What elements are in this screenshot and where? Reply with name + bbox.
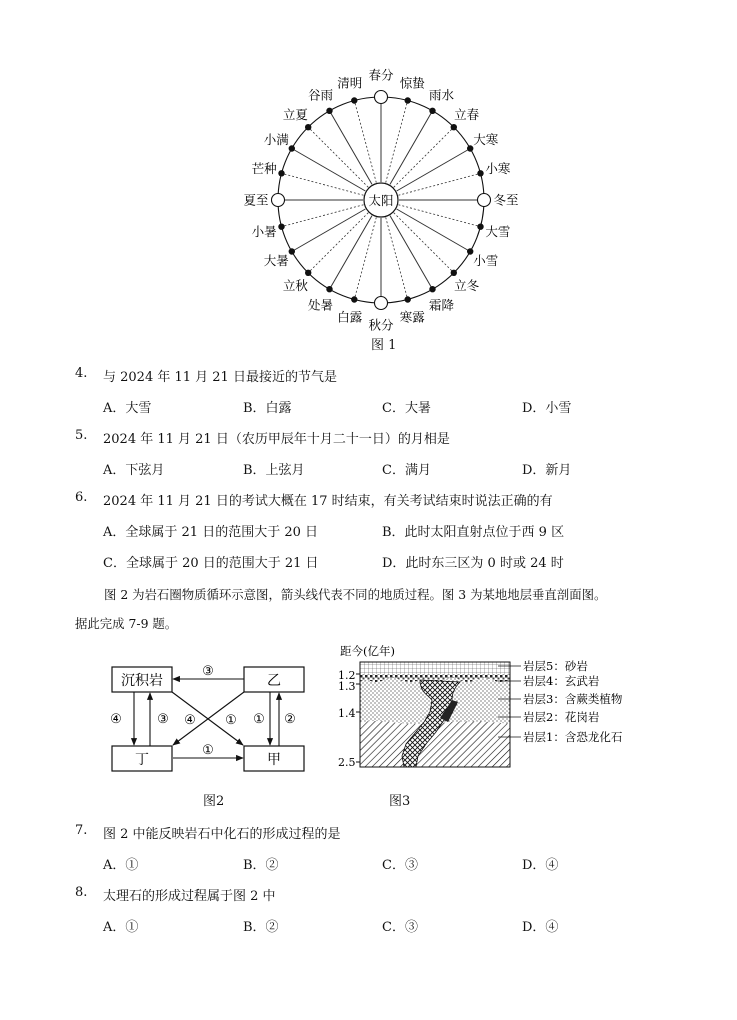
q5-option-b[interactable]: B．上弦月	[243, 463, 305, 478]
q6-number: 6.	[75, 490, 88, 505]
q8-option-b[interactable]: B．②	[243, 920, 279, 935]
q5-option-d[interactable]: D．新月	[522, 463, 572, 478]
label-layer-1: 岩层1：含恐龙化石	[523, 730, 623, 744]
label-layer-3: 岩层3：含蕨类植物	[523, 692, 623, 706]
label-layer-4: 岩层4：玄武岩	[523, 674, 600, 688]
q4-stem: 与 2024 年 11 月 21 日最接近的节气是	[103, 370, 337, 385]
marker-right-1: ①	[253, 712, 265, 727]
term-label: 芒种	[251, 161, 277, 177]
box-yi-label: 乙	[267, 673, 281, 689]
box-jia-label: 甲	[267, 752, 281, 768]
term-label: 霜降	[428, 297, 455, 313]
term-label: 冬至	[493, 192, 519, 208]
q4-option-a[interactable]: A．大雪	[103, 401, 152, 416]
q7-option-a[interactable]: A．①	[103, 858, 139, 873]
term-label: 清明	[337, 75, 363, 91]
intro-line-1: 图 2 为岩石圈物质循环示意图，箭头线代表不同的地质过程。图 3 为某地地层垂直剖面图。	[104, 587, 607, 602]
term-label: 小寒	[485, 161, 511, 177]
q4-option-c[interactable]: C．大暑	[382, 401, 431, 416]
marker-bottom: ①	[202, 743, 214, 758]
box-ding-label: 丁	[135, 752, 149, 768]
q8-stem: 太理石的形成过程属于图 2 中	[103, 889, 276, 904]
term-label: 小雪	[473, 253, 499, 268]
figure2-caption: 图2	[203, 794, 225, 809]
figure1-caption: 图 1	[371, 338, 397, 353]
term-label: 谷雨	[307, 87, 334, 103]
term-label: 立冬	[454, 278, 480, 294]
marker-left-1: ④	[110, 712, 122, 727]
figure3-caption: 图3	[389, 794, 411, 809]
term-label: 春分	[368, 67, 394, 83]
q8-option-c[interactable]: C．③	[382, 920, 418, 935]
q5-number: 5.	[75, 428, 88, 443]
term-label: 处暑	[307, 297, 334, 313]
term-label: 雨水	[428, 87, 455, 103]
layer-5-sandstone	[360, 662, 510, 674]
q6-option-b[interactable]: B．此时太阳直射点位于西 9 区	[382, 525, 565, 540]
term-label: 秋分	[368, 317, 394, 333]
q6-option-a[interactable]: A．全球属于 21 日的范围大于 20 日	[103, 525, 319, 540]
q8-option-d[interactable]: D．④	[522, 920, 559, 935]
marker-right-2: ②	[284, 712, 296, 727]
q7-number: 7.	[75, 823, 88, 838]
axis-title: 距今(亿年)	[340, 644, 395, 658]
tick-label-1-2: 1.2	[338, 669, 356, 682]
tick-label-1-4: 1.4	[338, 707, 356, 720]
term-label: 大寒	[473, 132, 499, 147]
term-label: 寒露	[399, 309, 425, 325]
term-label: 白露	[337, 309, 363, 325]
q8-number: 8.	[75, 885, 88, 900]
q6-option-c[interactable]: C．全球属于 20 日的范围大于 21 日	[103, 556, 319, 571]
marker-top: ③	[202, 664, 214, 679]
q8-option-a[interactable]: A．①	[103, 920, 139, 935]
box-sedimentary-label: 沉积岩	[121, 673, 163, 689]
q7-option-d[interactable]: D．④	[522, 858, 559, 873]
term-label: 立春	[454, 106, 480, 122]
marker-cross-left: ④	[184, 713, 196, 728]
q7-option-c[interactable]: C．③	[382, 858, 418, 873]
term-label: 小暑	[251, 223, 277, 239]
tick-label-2-5: 2.5	[338, 756, 356, 769]
term-label: 立夏	[282, 106, 308, 122]
q4-option-b[interactable]: B．白露	[243, 401, 292, 416]
term-label: 大雪	[485, 223, 511, 239]
q6-stem: 2024 年 11 月 21 日的考试大概在 17 时结束，有关考试结束时说法正确的有	[103, 494, 553, 509]
q5-option-c[interactable]: C．满月	[382, 463, 431, 478]
q7-option-b[interactable]: B．②	[243, 858, 279, 873]
marker-cross-right: ①	[225, 713, 237, 728]
label-layer-5: 岩层5：砂岩	[523, 659, 588, 673]
term-label: 惊蛰	[399, 75, 425, 91]
q4-number: 4.	[75, 366, 88, 381]
intro-line-2: 据此完成 7-9 题。	[75, 616, 178, 631]
q4-option-d[interactable]: D．小雪	[522, 401, 572, 416]
q5-stem: 2024 年 11 月 21 日（农历甲辰年十月二十一日）的月相是	[103, 432, 450, 447]
q7-stem: 图 2 中能反映岩石中化石的形成过程的是	[103, 827, 341, 842]
term-label: 立秋	[282, 278, 308, 294]
term-label: 夏至	[243, 192, 269, 208]
sun-label: 太阳	[368, 193, 394, 208]
term-label: 大暑	[263, 253, 289, 268]
tick-label-1-3: 1.3	[338, 680, 356, 693]
term-label: 小满	[263, 132, 289, 147]
label-layer-2: 岩层2：花岗岩	[523, 710, 600, 724]
marker-left-2: ③	[157, 712, 169, 727]
q5-option-a[interactable]: A．下弦月	[103, 463, 165, 478]
q6-option-d[interactable]: D．此时东三区为 0 时或 24 时	[382, 556, 564, 571]
